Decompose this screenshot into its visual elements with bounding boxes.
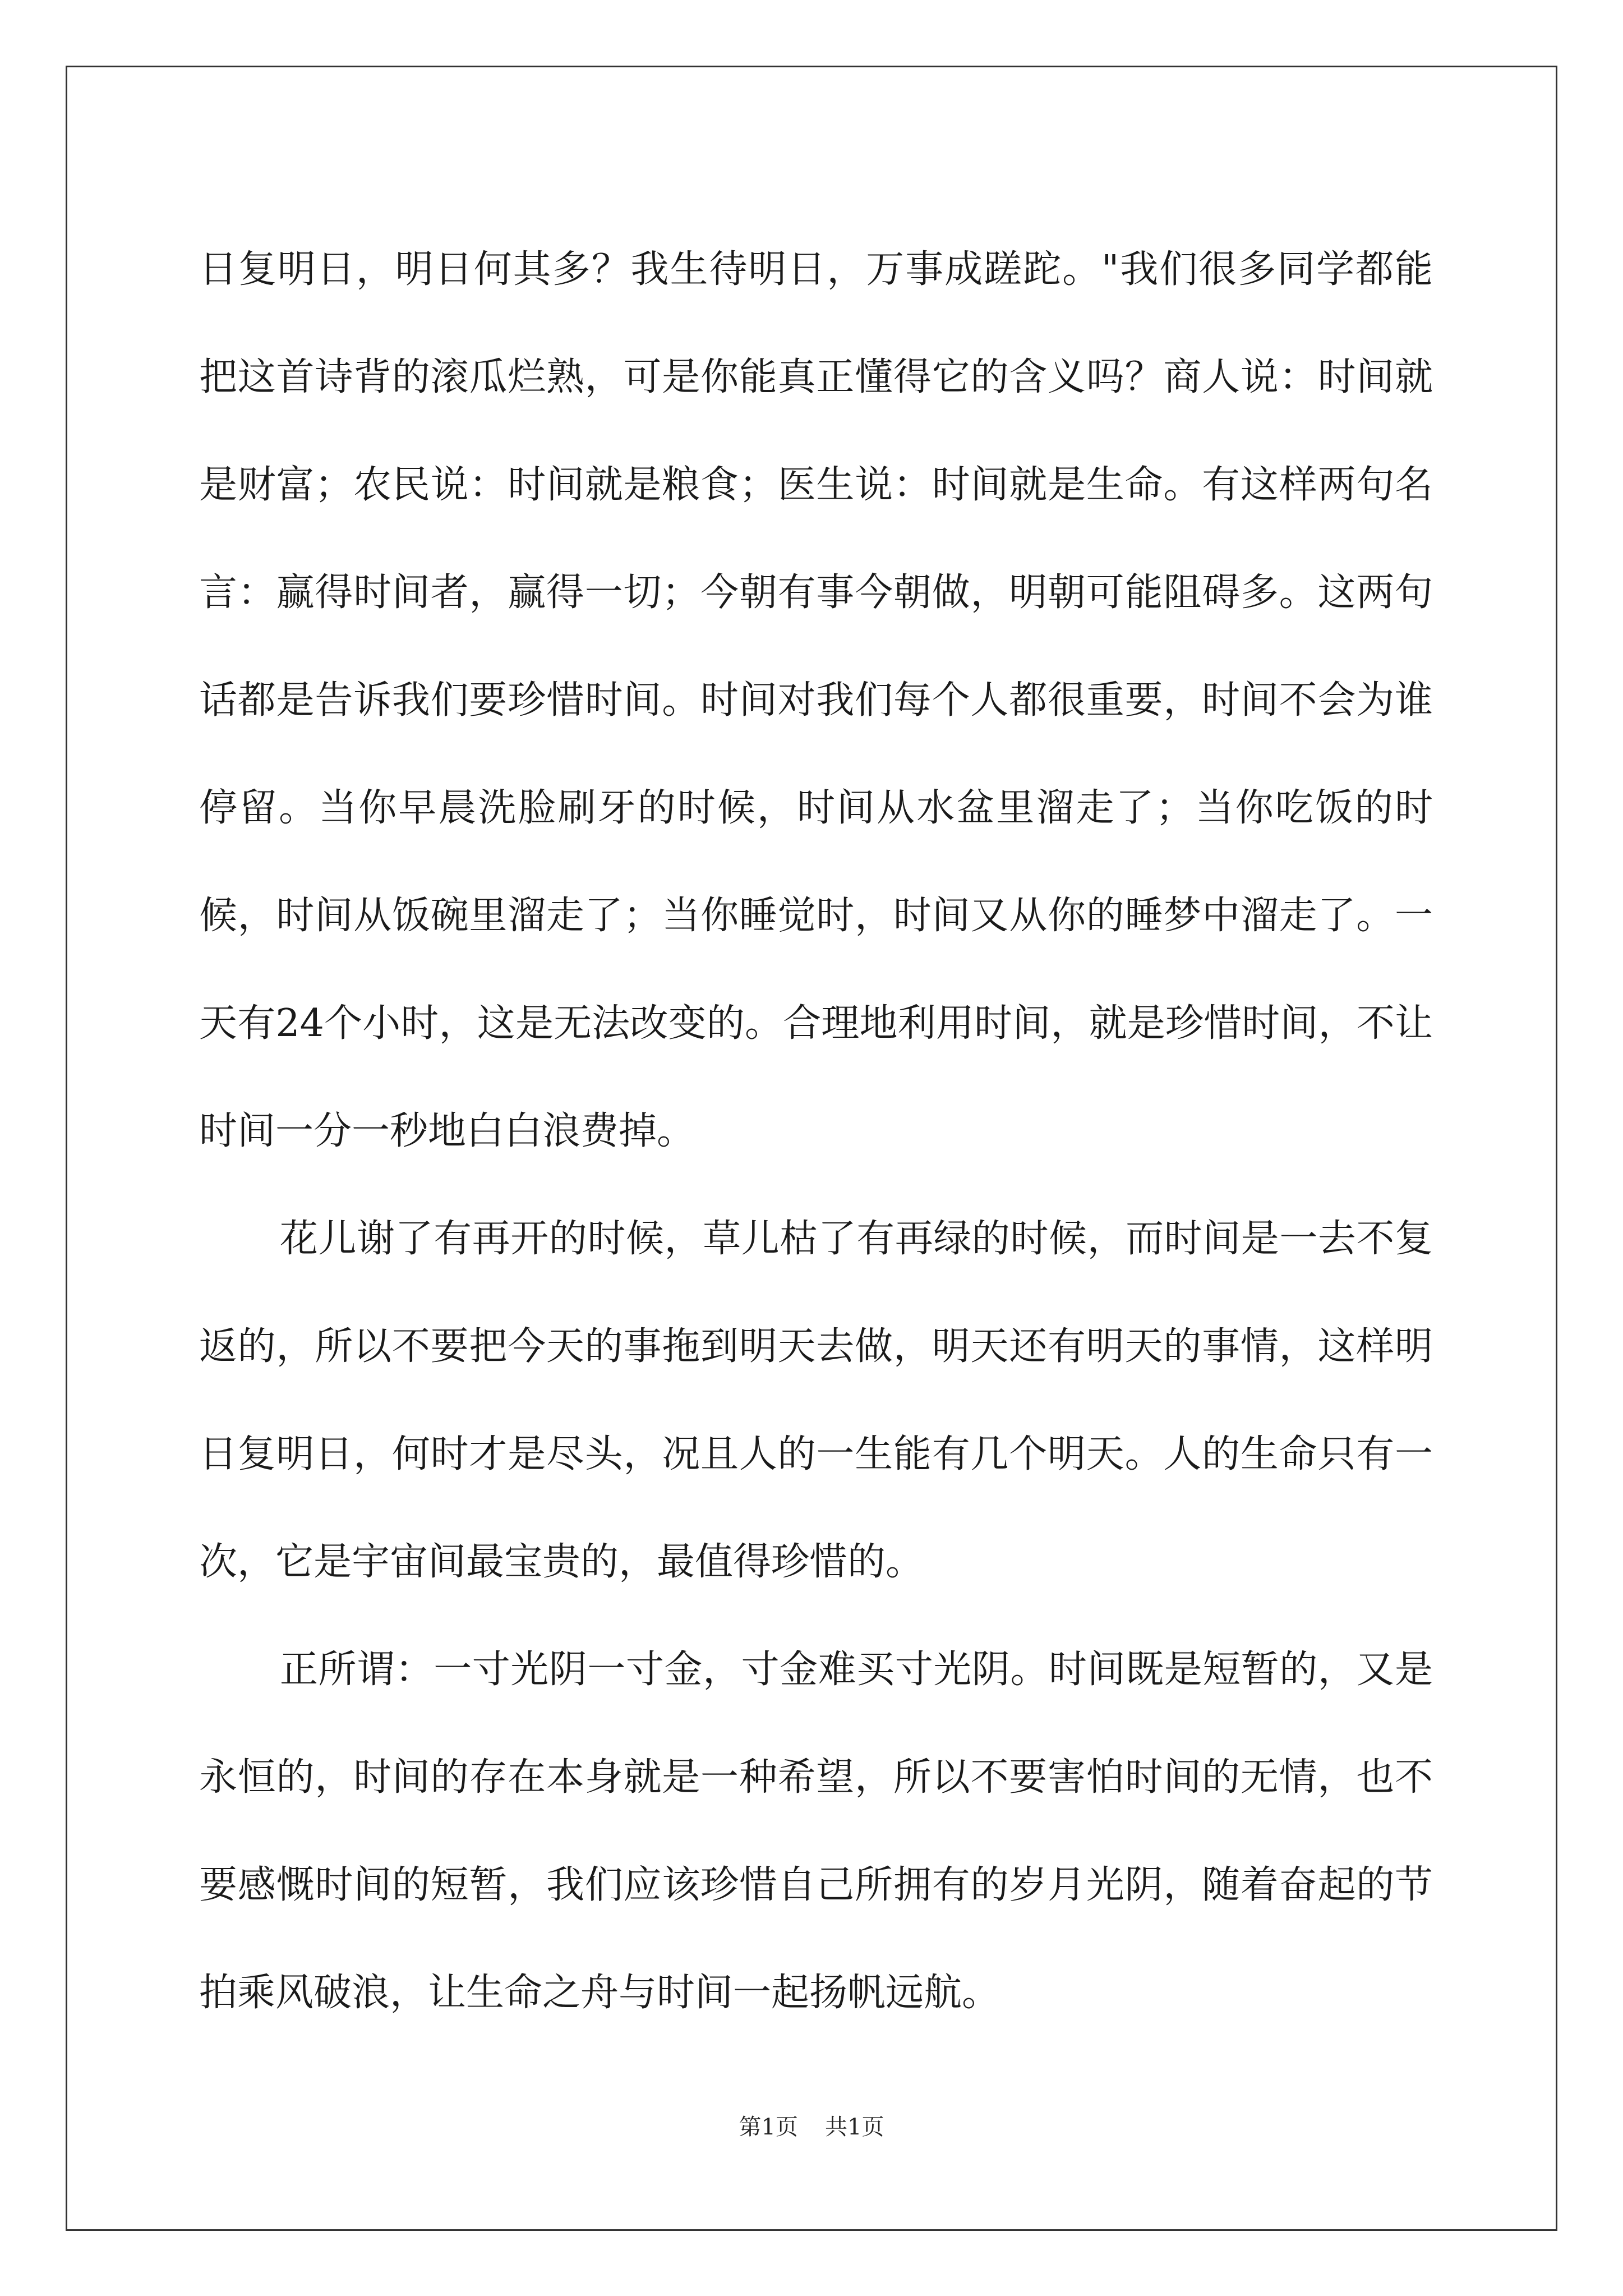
- paragraph-3: 正所谓：一寸光阴一寸金，寸金难买寸光阴。时间既是短暂的，又是永恒的，时间的存在本身就是一种希望，所以不要害怕时间的无情，也不要感慨时间的短暂，我们应该珍惜自己所拥有的岁月光阴，随着奋起的节拍乘风破浪，让生命之舟与时间一起扬帆远航。: [199, 1648, 1433, 2015]
- page-total: 共1页: [825, 2114, 884, 2140]
- page-footer: [0, 2109, 1623, 2141]
- document-body: [199, 216, 1433, 2047]
- page-number: 第1页: [739, 2114, 798, 2140]
- paragraph-1: 日复明日，明日何其多？我生待明日，万事成蹉跎。"我们很多同学都能把这首诗背的滚瓜烂熟，可是你能真正懂得它的含义吗？商人说：时间就是财富；农民说：时间就是粮食；医生说：时间就是生命。有这样两句名言：赢得时间者，赢得一切；今朝有事今朝做，明朝可能阻碍多。这两句话都是告诉我们要珍惜时间。时间对我们每个人都很重要，时间不会为谁停留。当你早晨洗脸刷牙的时候，时间从水盆里溜走了；当你吃饭的时候，时间从饭碗里溜走了；当你睡觉时，时间又从你的睡梦中溜走了。一天有24个小时，这是无法改变的。合理地利用时间，就是珍惜时间，不让时间一分一秒地白白浪费掉。: [199, 247, 1433, 1153]
- paragraph-2: 花儿谢了有再开的时候，草儿枯了有再绿的时候，而时间是一去不复返的，所以不要把今天的事拖到明天去做，明天还有明天的事情，这样明日复明日，何时才是尽头，况且人的一生能有几个明天。人的生命只有一次，它是宇宙间最宝贵的，最值得珍惜的。: [199, 1217, 1433, 1584]
